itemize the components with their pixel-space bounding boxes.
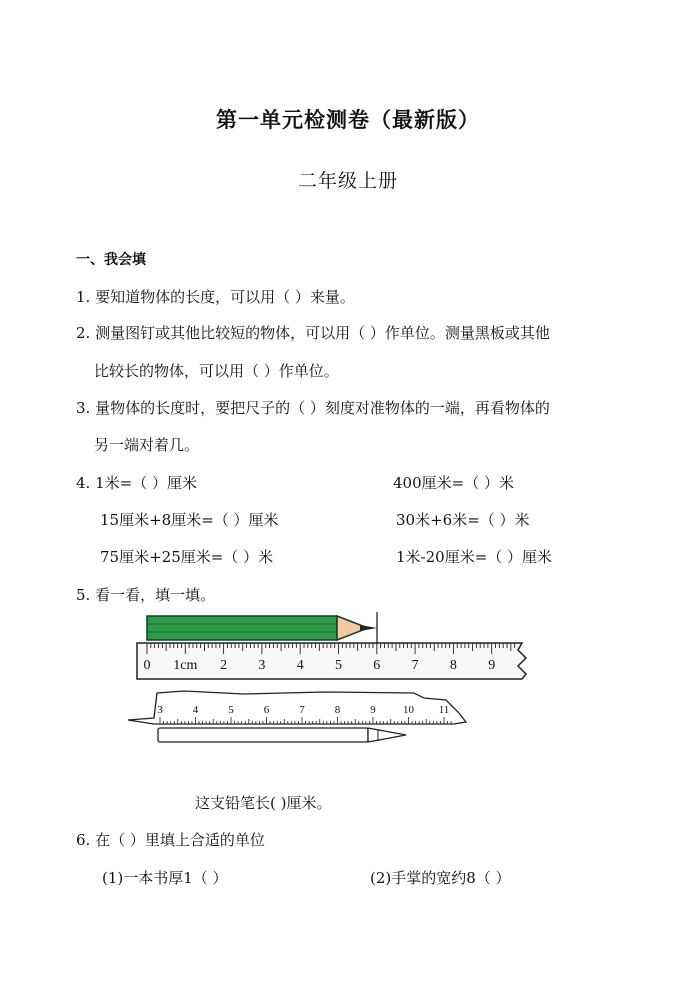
broken-ruler-figure — [124, 688, 474, 750]
page-subtitle: 二年级上册 — [297, 170, 398, 192]
ruler-2-label: 11 — [438, 704, 450, 716]
ruler-1-label: 5 — [335, 658, 342, 673]
pencil-ruler-figure — [120, 608, 550, 688]
ruler-2-label: 6 — [263, 704, 270, 716]
ruler-2-label: 3 — [157, 704, 163, 716]
question-5: 5. 看一看，填一填。 — [76, 586, 216, 604]
ruler-1-label: 4 — [296, 658, 304, 673]
ruler-2-label: 10 — [403, 704, 414, 716]
ruler-2-label: 8 — [334, 704, 341, 716]
ruler-2 — [128, 691, 466, 724]
pencil-gray — [158, 728, 406, 742]
question-2-line2: 比较长的物体，可以用（ ）作单位。 — [94, 362, 339, 380]
ruler-1-label: 6 — [373, 658, 381, 673]
ruler-2-label: 7 — [299, 704, 305, 716]
question-6-item2: (2)手掌的宽约8（ ） — [370, 869, 511, 887]
ruler-1-label: 0 — [143, 658, 151, 673]
question-1: 1. 要知道物体的长度，可以用（ ）来量。 — [76, 288, 355, 306]
ruler-1-label: 2 — [220, 658, 228, 673]
question-4-row1-left: 4. 1米=（ ）厘米 — [76, 474, 197, 492]
question-2-line1: 2. 测量图钉或其他比较短的物体，可以用（ ）作单位。测量黑板或其他 — [76, 324, 550, 342]
question-4-row3-left: 75厘米+25厘米=（ ）米 — [100, 548, 274, 566]
ruler-2-label: 4 — [192, 704, 199, 716]
section-heading: 一、我会填 — [76, 252, 146, 268]
ruler-2-label: 5 — [228, 704, 234, 716]
question-4-row1-right: 400厘米=（ ）米 — [393, 474, 514, 492]
ruler-1-label: 7 — [411, 658, 419, 673]
question-5-answer: 这支铅笔长( )厘米。 — [195, 794, 332, 812]
question-6-item1: (1)一本书厚1（ ） — [102, 869, 228, 887]
ruler-1-label: 9 — [488, 658, 496, 673]
ruler-2-label: 9 — [370, 704, 376, 716]
question-4-row2-left: 15厘米+8厘米=（ ）厘米 — [100, 511, 279, 529]
ruler-1-label: 1cm — [173, 658, 198, 673]
question-3-line2: 另一端对着几。 — [94, 436, 200, 454]
ruler-1-label: 3 — [258, 658, 266, 673]
question-3-line1: 3. 量物体的长度时，要把尺子的（ ）刻度对准物体的一端，再看物体的 — [76, 399, 550, 417]
ruler-1-label: 8 — [449, 658, 457, 673]
pencil-green — [147, 616, 377, 640]
question-6: 6. 在（ ）里填上合适的单位 — [76, 831, 265, 849]
page-title: 第一单元检测卷（最新版） — [216, 107, 480, 132]
question-4-row3-right: 1米-20厘米=（ ）厘米 — [396, 548, 553, 566]
question-4-row2-right: 30米+6米=（ ）米 — [396, 511, 530, 529]
